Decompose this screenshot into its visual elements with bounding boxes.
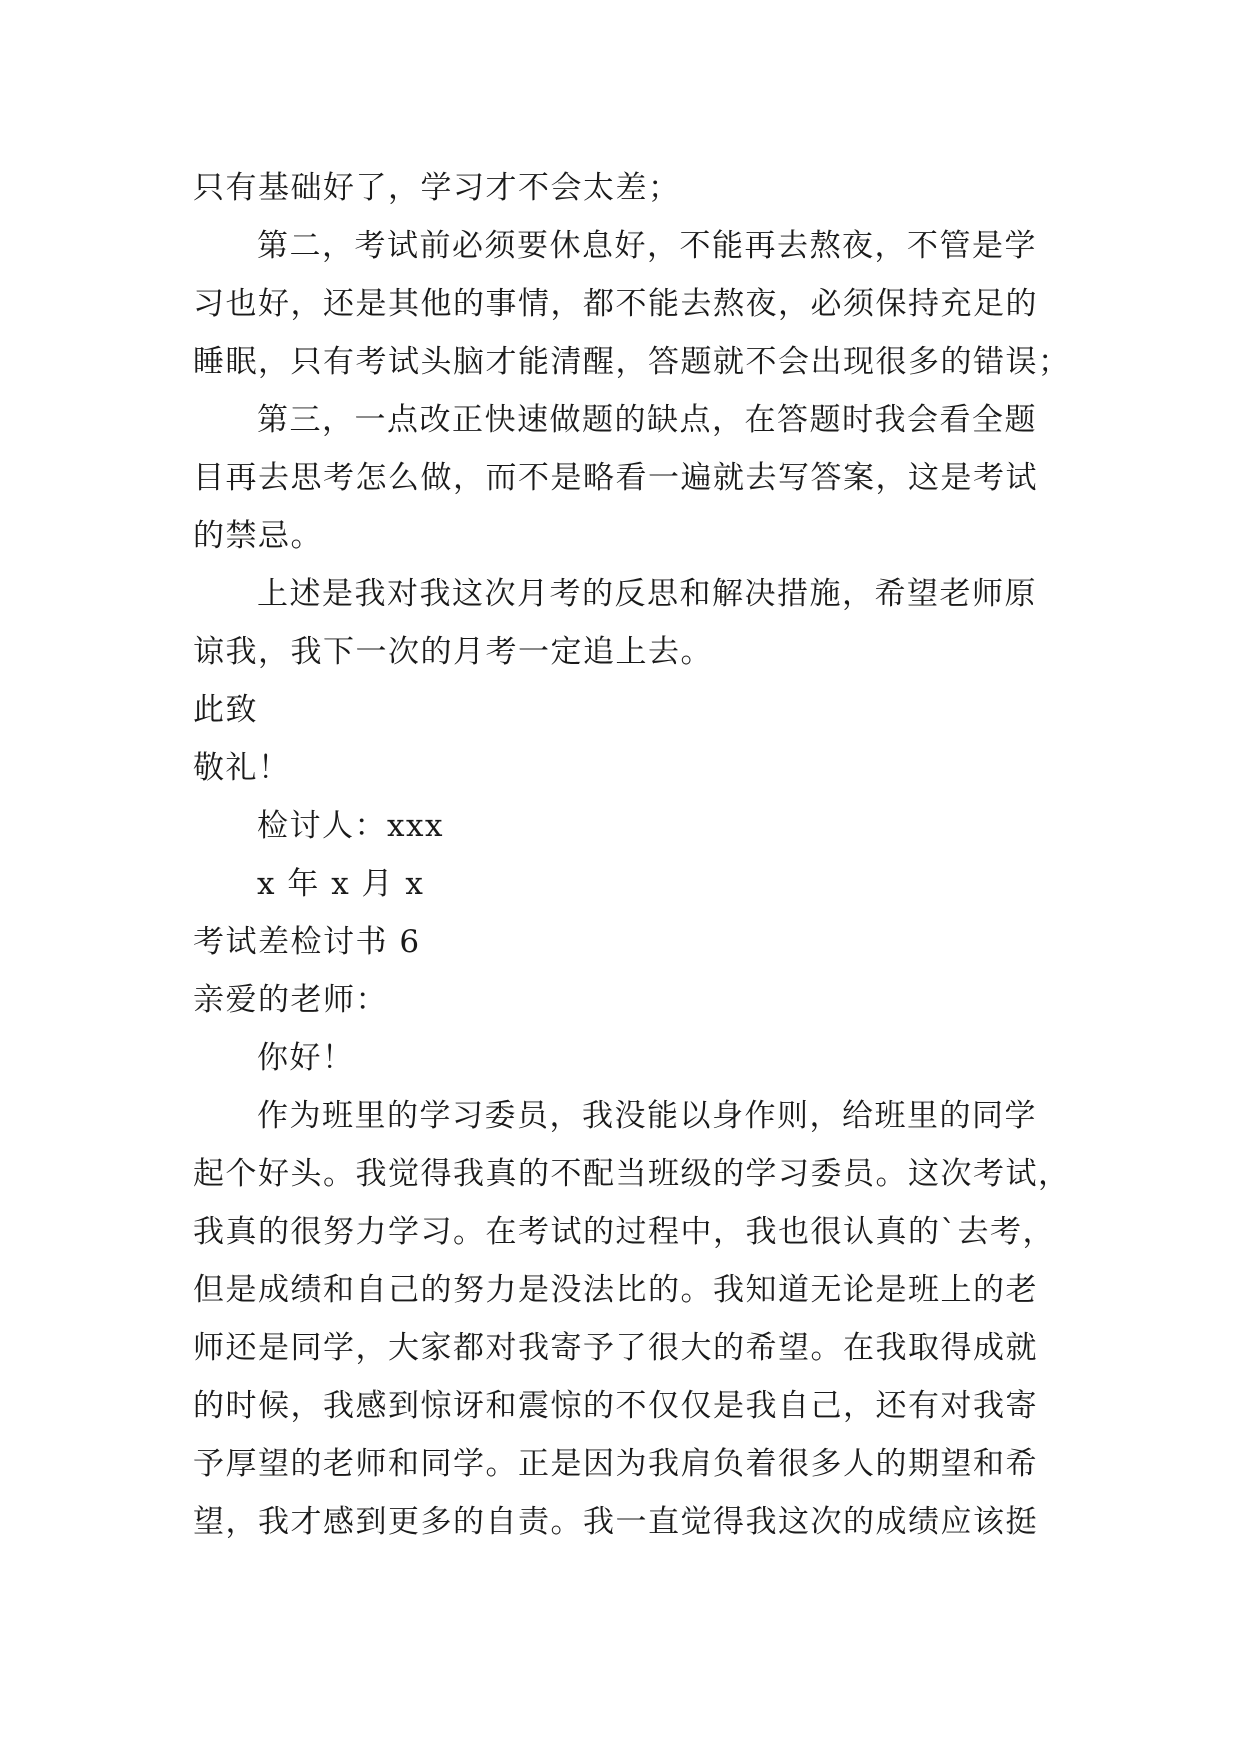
- paragraph-line: 第二，考试前必须要休息好，不能再去熬夜，不管是学: [257, 228, 1037, 264]
- paragraph-line: 第三，一点改正快速做题的缺点，在答题时我会看全题: [257, 402, 1037, 438]
- paragraph-line: 望，我才感到更多的自责。我一直觉得我这次的成绩应该挺: [193, 1504, 1038, 1540]
- paragraph-line: 作为班里的学习委员，我没能以身作则，给班里的同学: [257, 1098, 1037, 1134]
- paragraph-line: 但是成绩和自己的努力是没法比的。我知道无论是班上的老: [193, 1272, 1038, 1308]
- section-title: 考试差检讨书 6: [193, 924, 421, 960]
- paragraph-line: 目再去思考怎么做，而不是略看一遍就去写答案，这是考试: [193, 460, 1038, 496]
- closing-salutation: 此致: [193, 692, 258, 728]
- paragraph-line: 谅我，我下一次的月考一定追上去。: [193, 634, 713, 670]
- closing-respect: 敬礼！: [193, 750, 291, 786]
- greeting: 亲爱的老师：: [193, 982, 388, 1018]
- paragraph-line: 睡眠，只有考试头脑才能清醒，答题就不会出现很多的错误；: [193, 344, 1071, 380]
- paragraph-line: 师还是同学，大家都对我寄予了很大的希望。在我取得成就: [193, 1330, 1038, 1366]
- paragraph-line: 上述是我对我这次月考的反思和解决措施，希望老师原: [257, 576, 1037, 612]
- date-line: x 年 x 月 x: [257, 866, 425, 902]
- paragraph-line: 予厚望的老师和同学。正是因为我肩负着很多人的期望和希: [193, 1446, 1038, 1482]
- paragraph-line: 只有基础好了，学习才不会太差；: [193, 170, 681, 206]
- paragraph-line: 我真的很努力学习。在考试的过程中，我也很认真的`去考，: [193, 1214, 1055, 1250]
- paragraph-line: 起个好头。我觉得我真的不配当班级的学习委员。这次考试，: [193, 1156, 1071, 1192]
- paragraph-line: 的禁忌。: [193, 518, 323, 554]
- greeting-line: 你好！: [257, 1040, 355, 1076]
- paragraph-line: 习也好，还是其他的事情，都不能去熬夜，必须保持充足的: [193, 286, 1038, 322]
- paragraph-line: 的时候，我感到惊讶和震惊的不仅仅是我自己，还有对我寄: [193, 1388, 1038, 1424]
- signature-line: 检讨人：xxx: [257, 808, 444, 844]
